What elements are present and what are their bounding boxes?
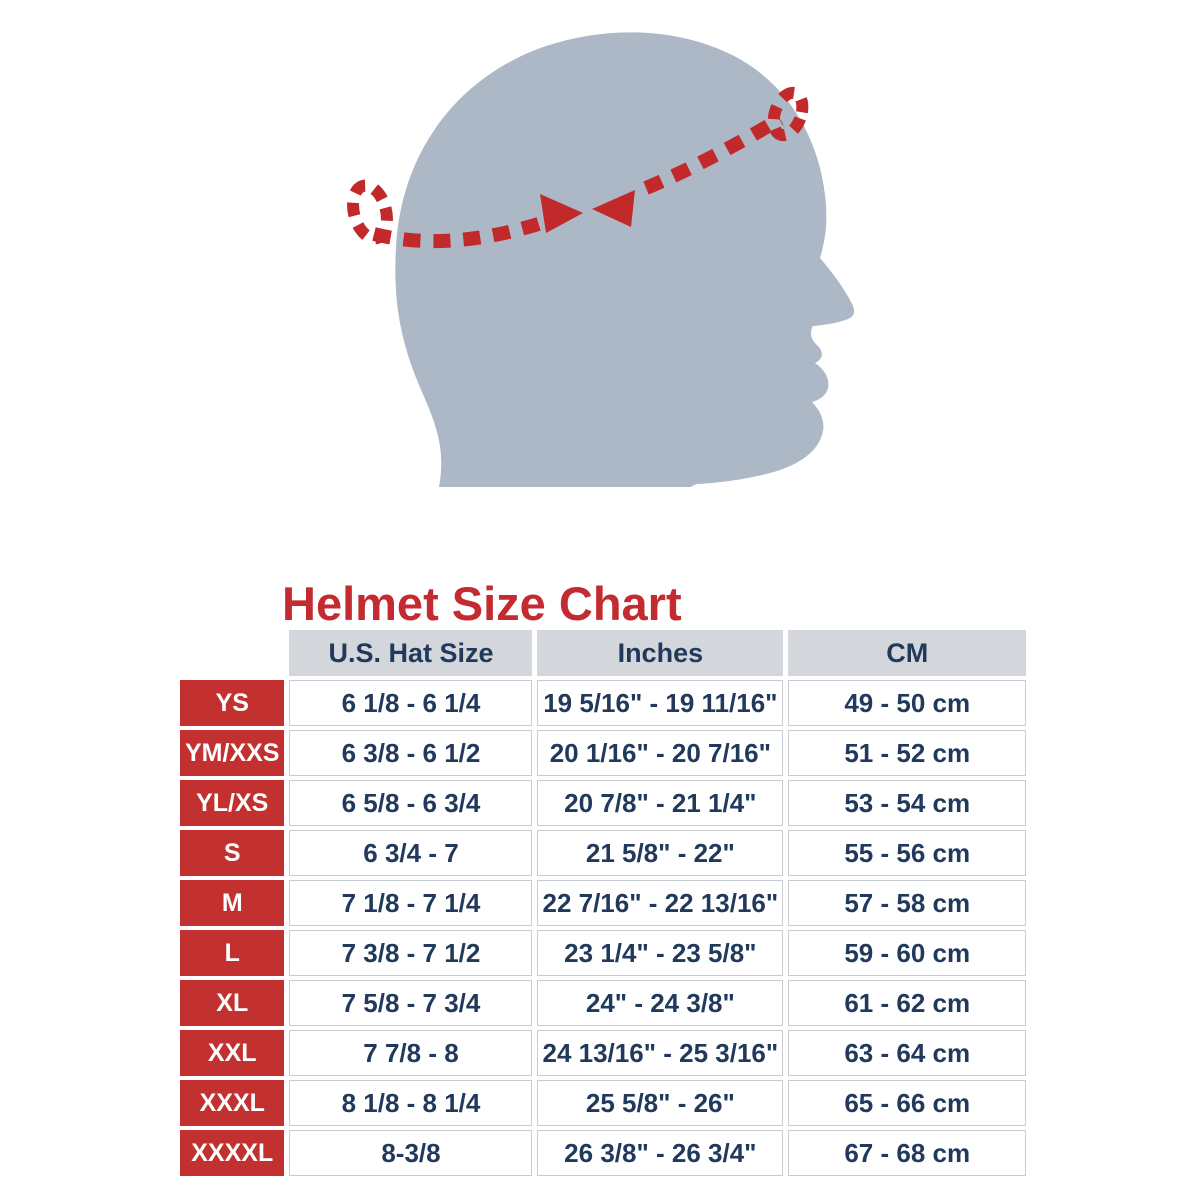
inches-cell: 20 7/8" - 21 1/4" xyxy=(537,780,783,826)
hat-size-cell: 7 3/8 - 7 1/2 xyxy=(289,930,532,976)
size-label: YS xyxy=(180,680,284,726)
size-label: YM/XXS xyxy=(180,730,284,776)
hat-size-cell: 8 1/8 - 8 1/4 xyxy=(289,1080,532,1126)
cm-cell: 67 - 68 cm xyxy=(788,1130,1026,1176)
column-header-cm: CM xyxy=(788,630,1026,676)
corner-cell xyxy=(180,630,284,676)
header-row xyxy=(180,630,1026,676)
hat-size-cell: 7 5/8 - 7 3/4 xyxy=(289,980,532,1026)
inches-cell: 19 5/16" - 19 11/16" xyxy=(537,680,783,726)
hat-size-cell: 7 1/8 - 7 1/4 xyxy=(289,880,532,926)
inches-cell: 20 1/16" - 20 7/16" xyxy=(537,730,783,776)
size-label: YL/XS xyxy=(180,780,284,826)
table-row xyxy=(180,730,1026,776)
cm-cell: 65 - 66 cm xyxy=(788,1080,1026,1126)
table-row xyxy=(180,830,1026,876)
table-row xyxy=(180,1030,1026,1076)
inches-cell: 23 1/4" - 23 5/8" xyxy=(537,930,783,976)
size-chart-table xyxy=(175,626,1031,1180)
inches-cell: 25 5/8" - 26" xyxy=(537,1080,783,1126)
size-label: M xyxy=(180,880,284,926)
size-label: S xyxy=(180,830,284,876)
cm-cell: 55 - 56 cm xyxy=(788,830,1026,876)
table-row xyxy=(180,880,1026,926)
column-header-inches: Inches xyxy=(537,630,783,676)
cm-cell: 61 - 62 cm xyxy=(788,980,1026,1026)
size-label: XXXXL xyxy=(180,1130,284,1176)
cm-cell: 57 - 58 cm xyxy=(788,880,1026,926)
cm-cell: 53 - 54 cm xyxy=(788,780,1026,826)
table-row xyxy=(180,930,1026,976)
page-title: Helmet Size Chart xyxy=(282,577,682,630)
hat-size-cell: 7 7/8 - 8 xyxy=(289,1030,532,1076)
inches-cell: 24 13/16" - 25 3/16" xyxy=(537,1030,783,1076)
head-silhouette xyxy=(395,32,854,487)
table-row xyxy=(180,1130,1026,1176)
table-row xyxy=(180,980,1026,1026)
hat-size-cell: 6 1/8 - 6 1/4 xyxy=(289,680,532,726)
cm-cell: 49 - 50 cm xyxy=(788,680,1026,726)
inches-cell: 21 5/8" - 22" xyxy=(537,830,783,876)
hat-size-cell: 6 5/8 - 6 3/4 xyxy=(289,780,532,826)
inches-cell: 22 7/16" - 22 13/16" xyxy=(537,880,783,926)
table-row xyxy=(180,680,1026,726)
size-label: XXL xyxy=(180,1030,284,1076)
hat-size-cell: 6 3/4 - 7 xyxy=(289,830,532,876)
size-label: XL xyxy=(180,980,284,1026)
inches-cell: 26 3/8" - 26 3/4" xyxy=(537,1130,783,1176)
cm-cell: 63 - 64 cm xyxy=(788,1030,1026,1076)
column-header-hat-size: U.S. Hat Size xyxy=(289,630,532,676)
cm-cell: 51 - 52 cm xyxy=(788,730,1026,776)
hat-size-cell: 8-3/8 xyxy=(289,1130,532,1176)
hat-size-cell: 6 3/8 - 6 1/2 xyxy=(289,730,532,776)
size-label: XXXL xyxy=(180,1080,284,1126)
cm-cell: 59 - 60 cm xyxy=(788,930,1026,976)
inches-cell: 24" - 24 3/8" xyxy=(537,980,783,1026)
table-row xyxy=(180,1080,1026,1126)
table-row xyxy=(180,780,1026,826)
head-measurement-illustration xyxy=(340,20,900,500)
size-label: L xyxy=(180,930,284,976)
